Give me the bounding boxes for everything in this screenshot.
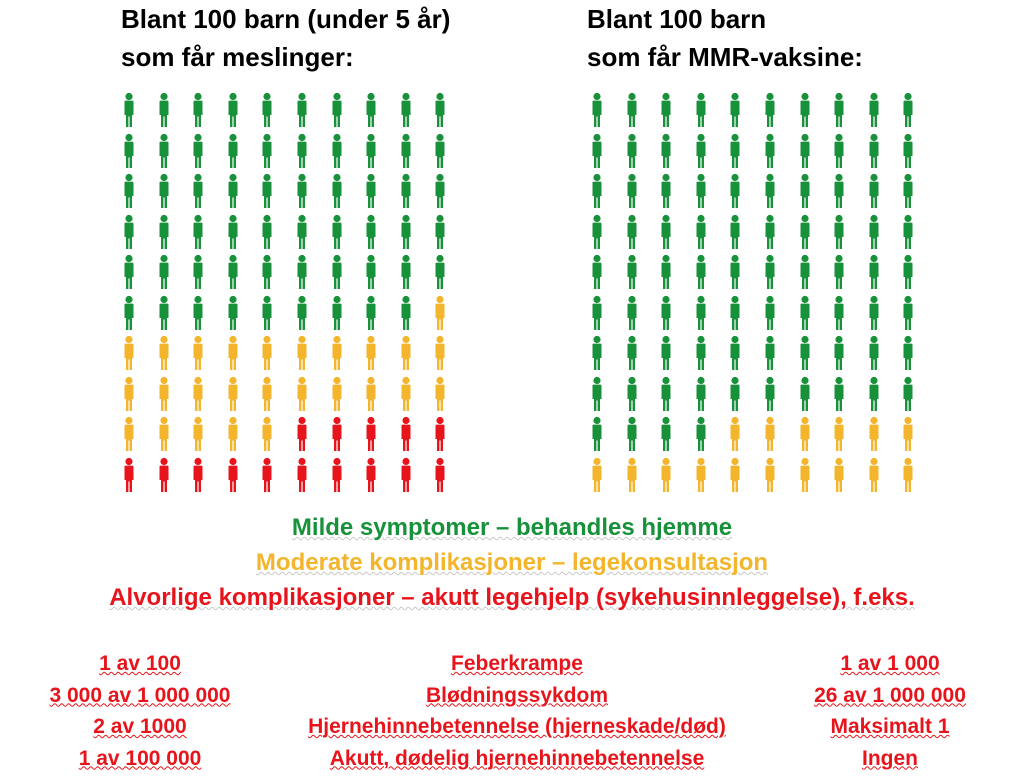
person-icon-mild: [822, 295, 856, 335]
vaccine-title-line1: Blant 100 barn: [587, 4, 767, 34]
person-icon-mild: [181, 173, 215, 213]
person-icon-moderate: [320, 376, 354, 416]
person-icon-moderate: [285, 376, 319, 416]
person-icon-mild: [147, 133, 181, 173]
person-icon-mild: [354, 214, 388, 254]
person-icon-mild: [891, 376, 925, 416]
person-icon-moderate: [857, 457, 891, 497]
person-icon-mild: [891, 214, 925, 254]
person-icon-mild: [649, 254, 683, 294]
person-icon-mild: [649, 376, 683, 416]
person-icon-mild: [788, 295, 822, 335]
vaccine-rate: Maksimalt 1: [830, 715, 950, 738]
person-icon-mild: [112, 173, 146, 213]
vaccine-rate: Ingen: [862, 746, 918, 770]
measles-rate: 3 000 av 1 000 000: [49, 683, 231, 707]
person-icon-moderate: [216, 335, 250, 375]
person-icon-mild: [891, 173, 925, 213]
person-icon-mild: [423, 254, 457, 294]
person-icon-mild: [181, 92, 215, 132]
person-icon-severe: [389, 457, 423, 497]
measles-rates-column: [20, 648, 260, 774]
person-icon-mild: [788, 214, 822, 254]
person-icon-moderate: [649, 457, 683, 497]
person-icon-mild: [788, 133, 822, 173]
person-icon-severe: [389, 416, 423, 456]
person-icon-mild: [615, 416, 649, 456]
person-icon-mild: [891, 295, 925, 335]
person-icon-mild: [216, 214, 250, 254]
person-icon-mild: [649, 295, 683, 335]
vaccine-rate: 26 av 1 000 000: [814, 683, 966, 707]
person-icon-mild: [250, 92, 284, 132]
person-icon-severe: [320, 416, 354, 456]
person-icon-mild: [753, 133, 787, 173]
person-icon-moderate: [216, 376, 250, 416]
person-icon-mild: [788, 254, 822, 294]
person-icon-mild: [857, 173, 891, 213]
measles-rate: 2 av 1000: [93, 715, 187, 738]
person-icon-mild: [216, 92, 250, 132]
person-icon-moderate: [788, 457, 822, 497]
person-icon-mild: [389, 173, 423, 213]
person-icon-mild: [580, 335, 614, 375]
person-icon-mild: [580, 133, 614, 173]
person-icon-mild: [822, 214, 856, 254]
person-icon-moderate: [181, 376, 215, 416]
person-icon-moderate: [423, 376, 457, 416]
person-icon-mild: [389, 133, 423, 173]
person-icon-moderate: [753, 416, 787, 456]
person-icon-mild: [718, 295, 752, 335]
person-icon-moderate: [320, 335, 354, 375]
person-icon-severe: [423, 457, 457, 497]
person-icon-mild: [684, 92, 718, 132]
person-icon-mild: [822, 335, 856, 375]
person-icon-mild: [580, 214, 614, 254]
person-icon-moderate: [285, 335, 319, 375]
person-icon-moderate: [147, 376, 181, 416]
legend-severe: Alvorlige komplikasjoner – akutt legehjelp (sykehusinnleggelse), f.eks.: [109, 584, 915, 611]
person-icon-mild: [250, 173, 284, 213]
person-icon-mild: [354, 92, 388, 132]
person-icon-mild: [684, 254, 718, 294]
person-icon-mild: [285, 295, 319, 335]
vaccine-rate: 1 av 1 000: [840, 652, 940, 675]
person-icon-mild: [285, 133, 319, 173]
person-icon-mild: [354, 133, 388, 173]
person-icon-mild: [753, 92, 787, 132]
person-icon-mild: [147, 254, 181, 294]
person-icon-mild: [891, 335, 925, 375]
legend-moderate: Moderate komplikasjoner – legekonsultasjon: [255, 549, 769, 576]
person-icon-mild: [718, 254, 752, 294]
person-icon-moderate: [423, 335, 457, 375]
person-icon-mild: [684, 295, 718, 335]
person-icon-moderate: [216, 416, 250, 456]
person-icon-mild: [250, 295, 284, 335]
person-icon-mild: [147, 295, 181, 335]
person-icon-severe: [354, 416, 388, 456]
person-icon-mild: [891, 254, 925, 294]
person-icon-mild: [857, 254, 891, 294]
person-icon-mild: [857, 376, 891, 416]
person-icon-mild: [112, 92, 146, 132]
person-icon-moderate: [891, 416, 925, 456]
person-icon-moderate: [181, 416, 215, 456]
person-icon-mild: [788, 335, 822, 375]
person-icon-mild: [822, 92, 856, 132]
person-icon-mild: [320, 133, 354, 173]
person-icon-mild: [649, 416, 683, 456]
person-icon-mild: [684, 335, 718, 375]
vaccine-pictogram: [580, 92, 910, 497]
person-icon-mild: [753, 254, 787, 294]
person-icon-mild: [580, 416, 614, 456]
person-icon-mild: [753, 376, 787, 416]
person-icon-mild: [112, 254, 146, 294]
person-icon-mild: [423, 173, 457, 213]
person-icon-mild: [389, 295, 423, 335]
person-icon-severe: [285, 457, 319, 497]
person-icon-mild: [112, 214, 146, 254]
person-icon-moderate: [615, 457, 649, 497]
person-icon-moderate: [423, 295, 457, 335]
person-icon-mild: [684, 173, 718, 213]
person-icon-mild: [285, 254, 319, 294]
person-icon-mild: [580, 92, 614, 132]
person-icon-mild: [684, 214, 718, 254]
person-icon-mild: [320, 254, 354, 294]
complication-name: Feberkrampe: [451, 652, 583, 675]
complication-name: Akutt, dødelig hjernehinnebetennelse: [329, 746, 705, 770]
person-icon-severe: [423, 416, 457, 456]
person-icon-severe: [250, 457, 284, 497]
measles-rate: 1 av 100 000: [78, 746, 202, 770]
person-icon-mild: [389, 214, 423, 254]
person-icon-moderate: [250, 335, 284, 375]
person-icon-mild: [580, 295, 614, 335]
person-icon-moderate: [753, 457, 787, 497]
person-icon-mild: [580, 173, 614, 213]
person-icon-mild: [649, 173, 683, 213]
person-icon-moderate: [112, 376, 146, 416]
person-icon-moderate: [788, 416, 822, 456]
person-icon-mild: [250, 133, 284, 173]
person-icon-moderate: [112, 335, 146, 375]
person-icon-mild: [423, 92, 457, 132]
person-icon-moderate: [250, 416, 284, 456]
person-icon-mild: [615, 254, 649, 294]
person-icon-mild: [580, 376, 614, 416]
person-icon-mild: [216, 254, 250, 294]
person-icon-mild: [718, 92, 752, 132]
person-icon-severe: [147, 457, 181, 497]
person-icon-severe: [216, 457, 250, 497]
person-icon-mild: [423, 133, 457, 173]
person-icon-mild: [857, 133, 891, 173]
person-icon-mild: [216, 133, 250, 173]
person-icon-moderate: [684, 457, 718, 497]
person-icon-moderate: [147, 335, 181, 375]
person-icon-severe: [354, 457, 388, 497]
person-icon-mild: [857, 214, 891, 254]
measles-pictogram: [112, 92, 442, 497]
measles-title: [121, 0, 450, 76]
person-icon-mild: [718, 173, 752, 213]
legend-mild: Milde symptomer – behandles hjemme: [291, 514, 733, 541]
person-icon-moderate: [822, 416, 856, 456]
person-icon-mild: [147, 173, 181, 213]
person-icon-mild: [389, 254, 423, 294]
person-icon-mild: [320, 173, 354, 213]
person-icon-mild: [354, 295, 388, 335]
person-icon-mild: [649, 133, 683, 173]
person-icon-mild: [320, 295, 354, 335]
person-icon-mild: [788, 173, 822, 213]
person-icon-mild: [649, 214, 683, 254]
person-icon-mild: [250, 254, 284, 294]
person-icon-moderate: [822, 457, 856, 497]
vaccine-title: [587, 0, 863, 76]
person-icon-mild: [615, 92, 649, 132]
person-icon-mild: [615, 133, 649, 173]
vaccine-rates-column: [770, 648, 1010, 774]
person-icon-mild: [320, 92, 354, 132]
complications-column: [262, 648, 772, 774]
person-icon-severe: [320, 457, 354, 497]
person-icon-mild: [753, 214, 787, 254]
person-icon-moderate: [250, 376, 284, 416]
person-icon-mild: [147, 214, 181, 254]
person-icon-mild: [354, 254, 388, 294]
person-icon-mild: [649, 335, 683, 375]
person-icon-moderate: [354, 335, 388, 375]
person-icon-mild: [718, 133, 752, 173]
person-icon-moderate: [580, 457, 614, 497]
person-icon-mild: [684, 416, 718, 456]
measles-title-line2: som får meslinger:: [121, 42, 354, 72]
person-icon-mild: [181, 254, 215, 294]
person-icon-mild: [423, 214, 457, 254]
complication-name: Hjernehinnebetennelse (hjerneskade/død): [308, 715, 726, 738]
person-icon-moderate: [891, 457, 925, 497]
person-icon-mild: [580, 254, 614, 294]
person-icon-mild: [112, 295, 146, 335]
vaccine-title-line2: som får MMR-vaksine:: [587, 42, 863, 72]
person-icon-mild: [181, 295, 215, 335]
person-icon-moderate: [112, 416, 146, 456]
person-icon-mild: [181, 133, 215, 173]
person-icon-mild: [753, 295, 787, 335]
person-icon-mild: [147, 92, 181, 132]
person-icon-mild: [718, 335, 752, 375]
person-icon-moderate: [181, 335, 215, 375]
person-icon-mild: [389, 92, 423, 132]
person-icon-mild: [615, 295, 649, 335]
person-icon-mild: [285, 214, 319, 254]
person-icon-mild: [822, 376, 856, 416]
person-icon-severe: [285, 416, 319, 456]
person-icon-mild: [285, 173, 319, 213]
person-icon-mild: [718, 376, 752, 416]
person-icon-mild: [891, 133, 925, 173]
person-icon-mild: [891, 92, 925, 132]
measles-rate: 1 av 100: [99, 652, 181, 675]
person-icon-mild: [181, 214, 215, 254]
person-icon-mild: [216, 295, 250, 335]
person-icon-mild: [753, 335, 787, 375]
person-icon-mild: [615, 173, 649, 213]
person-icon-mild: [285, 92, 319, 132]
person-icon-mild: [112, 133, 146, 173]
person-icon-mild: [684, 133, 718, 173]
person-icon-severe: [112, 457, 146, 497]
person-icon-moderate: [147, 416, 181, 456]
person-icon-mild: [615, 376, 649, 416]
person-icon-moderate: [718, 457, 752, 497]
person-icon-mild: [250, 214, 284, 254]
person-icon-mild: [216, 173, 250, 213]
person-icon-moderate: [857, 416, 891, 456]
person-icon-mild: [615, 214, 649, 254]
person-icon-moderate: [389, 335, 423, 375]
person-icon-mild: [822, 254, 856, 294]
person-icon-mild: [753, 173, 787, 213]
person-icon-mild: [788, 376, 822, 416]
person-icon-mild: [718, 214, 752, 254]
person-icon-mild: [822, 133, 856, 173]
person-icon-severe: [181, 457, 215, 497]
person-icon-mild: [649, 92, 683, 132]
person-icon-mild: [857, 335, 891, 375]
complication-name: Blødningssykdom: [425, 683, 609, 707]
person-icon-moderate: [718, 416, 752, 456]
person-icon-mild: [857, 295, 891, 335]
person-icon-mild: [320, 214, 354, 254]
person-icon-mild: [857, 92, 891, 132]
person-icon-moderate: [389, 376, 423, 416]
measles-title-line1: Blant 100 barn (under 5 år): [121, 4, 451, 34]
person-icon-mild: [615, 335, 649, 375]
person-icon-mild: [788, 92, 822, 132]
person-icon-mild: [354, 173, 388, 213]
person-icon-mild: [684, 376, 718, 416]
person-icon-moderate: [354, 376, 388, 416]
person-icon-mild: [822, 173, 856, 213]
